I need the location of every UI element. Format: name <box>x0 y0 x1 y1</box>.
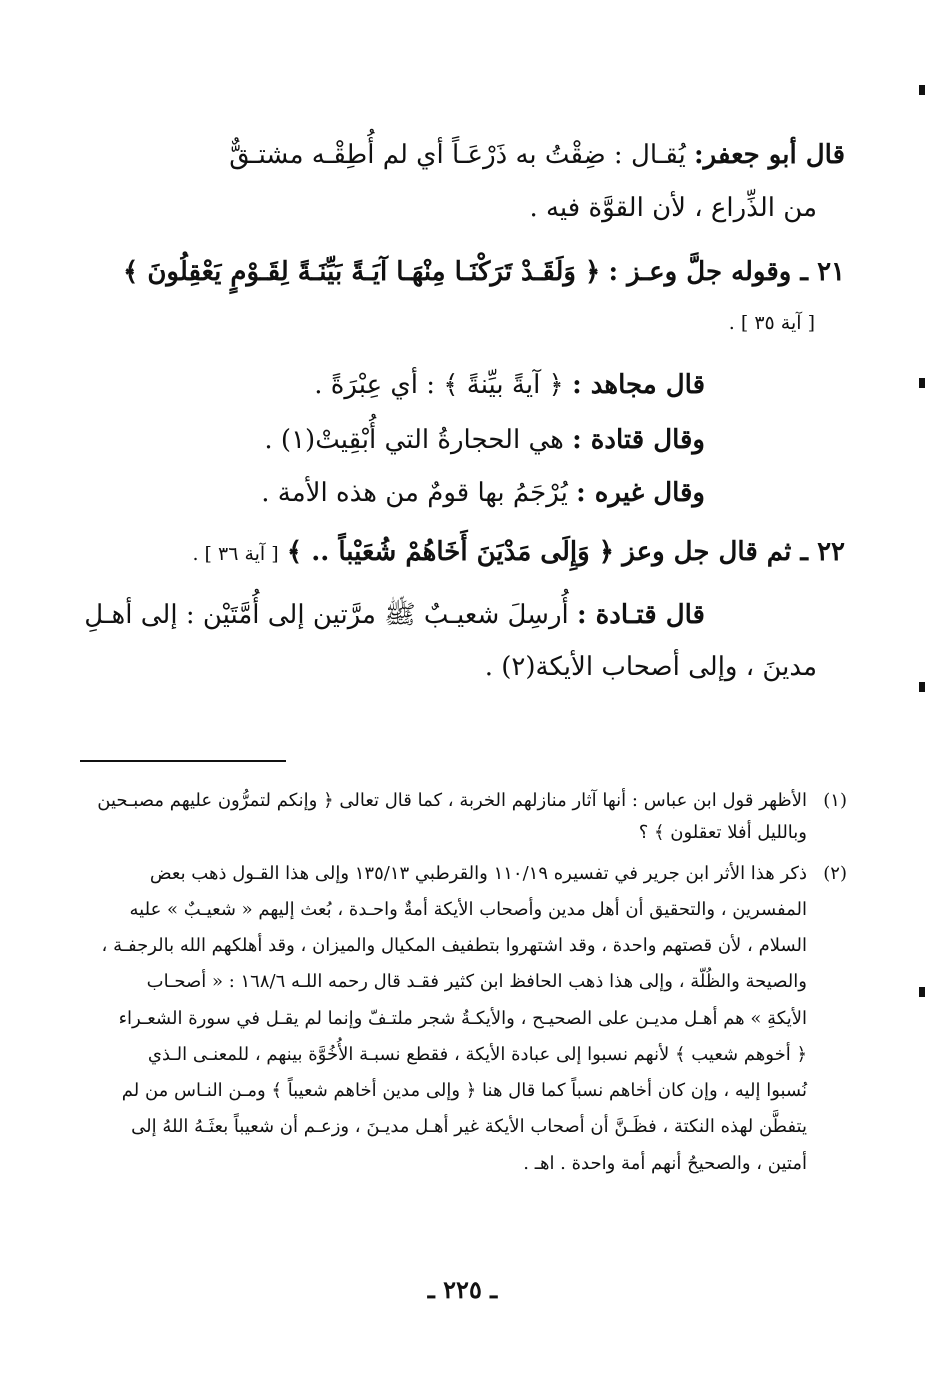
footnote-2-line4: والصيحة والظُلّة ، وإلى هذا ذهب الحافظ ابن كثير فقـد قال رحمه اللـه ١٦٨/٦ : « أصحـاب <box>146 971 807 992</box>
verse-number-label: ٢٢ ـ ثم قال جل وعز <box>622 537 845 567</box>
speaker-label: قال قتـادة : <box>577 600 705 630</box>
speaker-label: وقال غيره : <box>576 478 705 508</box>
footnote-1-line1: الأظهر قول ابن عباس : أنها آثار منازلهم الخربة ، كما قال تعالى ﴿ وإنكم لتمرُّون عليهم مصبـحين <box>97 790 807 811</box>
scan-edge-mark <box>919 85 925 95</box>
speaker-label: قال أبو جعفر: <box>694 140 845 170</box>
scan-edge-mark <box>919 378 925 388</box>
footnote-2-line5: الأيكةِ » هم أهـل مديـن على الصحيـح ، والأيكـةُ شجر ملتـفّ وإنما لم يقـل في سورة الشعـراء <box>118 1008 807 1029</box>
commentary-qatada <box>264 425 705 455</box>
verse-21 <box>123 257 845 287</box>
footnote-2-line1: ذكر هذا الأثر ابن جرير في تفسيره ١١٠/١٩ والقرطبي ١٣٥/١٣ وإلى هذا القـول ذهب بعض <box>149 863 807 884</box>
footnote-2-line6: ﴿ أخوهم شعيب ﴾ لأنهم نسبوا إلى عبادة الأيكة ، فقطع نسبـة الأُخُوَّة بينهم ، للمعنـى الـذي <box>147 1044 807 1065</box>
commentary-other <box>261 478 705 508</box>
body-text: ﴿ آيةً بيِّنةً ﴾ : أي عِبْرَةً . <box>314 370 564 400</box>
footnote-number: (٢) <box>823 863 847 884</box>
footnote-2-line9: أمتين ، والصحيحُ أنهم أمة واحدة . اهـ . <box>523 1153 807 1174</box>
page-number: ـ ٢٢٥ ـ <box>427 1275 498 1304</box>
paragraph-abu-jafar-line2: من الذِّراع ، لأن القوَّة فيه . <box>529 193 817 223</box>
quran-verse: ﴿ وَلَقَـدْ تَرَكْنَـا مِنْهَـا آيَـةً بَيِّنَـةً لِقَـوْمٍ يَعْقِلُونَ ﴾ <box>123 257 601 287</box>
paragraph-qatada-line2: مدينَ ، وإلى أصحاب الأيكة(٢) . <box>484 652 817 682</box>
footnote-separator <box>80 760 286 762</box>
verse-22 <box>192 537 845 567</box>
paragraph-qatada-line1 <box>84 598 705 636</box>
paragraph-abu-jafar-line1 <box>229 140 845 170</box>
footnote-2-line2: المفسرين ، والتحقيق أن أهل مدين وأصحاب الأيكة أمةٌ واحـدة ، بُعث إليهم « شعيـبٌ » عليه <box>129 899 807 920</box>
commentary-mujahid <box>314 370 705 400</box>
scan-edge-mark <box>919 987 925 997</box>
speaker-label: وقال قتادة : <box>572 425 705 455</box>
footnote-number: (١) <box>823 790 847 811</box>
body-text: يُقـال : ضِقْتُ به ذَرْعَـاً أي لم أُطِقْـه مشتـقٌّ <box>229 140 686 170</box>
speaker-label: قال مجاهد : <box>572 370 705 400</box>
footnote-2-line7: نُسبوا إليه ، وإن كان أخاهم نسباً كما قال هنا ﴿ وإلى مدين أخاهم شعيباً ﴾ ومـن النـاس من لم <box>121 1080 807 1101</box>
body-text: أُرسِلَ شعيـبٌ ﷺ مرَّتين إلى أُمَّتَيْن : إلى أهـلِ <box>84 600 569 630</box>
quran-verse: ﴿ وَإِلَى مَدْيَنَ أَخَاهُمْ شُعَيْباً .. ﴾ <box>286 537 614 567</box>
verse-number-label: ٢١ ـ وقوله جلَّ وعـز : <box>608 257 845 287</box>
scan-edge-mark <box>919 682 925 692</box>
verse-reference: [ آية ٣٥ ] . <box>728 312 815 334</box>
footnote-2-line8: يتفطَّن لهذه النكتة ، فظَـنَّ أن أصحاب الأيكة غير أهـل مديـنَ ، وزعـم أن شعيباً بعثَـهُ اللهُ إلى <box>131 1116 807 1137</box>
verse-reference: [ آية ٣٦ ] . <box>192 543 279 565</box>
body-text: يُرْجَمُ بها قومٌ من هذه الأمة . <box>261 478 568 508</box>
footnote-2-line3: السلام ، لأن قصتهم واحدة ، وقد اشتهروا بتطفيف المكيال والميزان ، وقد أهلكهم الله بالرجفـة ، <box>101 935 807 956</box>
body-text: هي الحجارةُ التي أُبْقِيتْ(١) . <box>264 425 564 455</box>
footnote-1-line2: وبالليل أفلا تعقلون ﴾ ؟ <box>638 822 807 843</box>
